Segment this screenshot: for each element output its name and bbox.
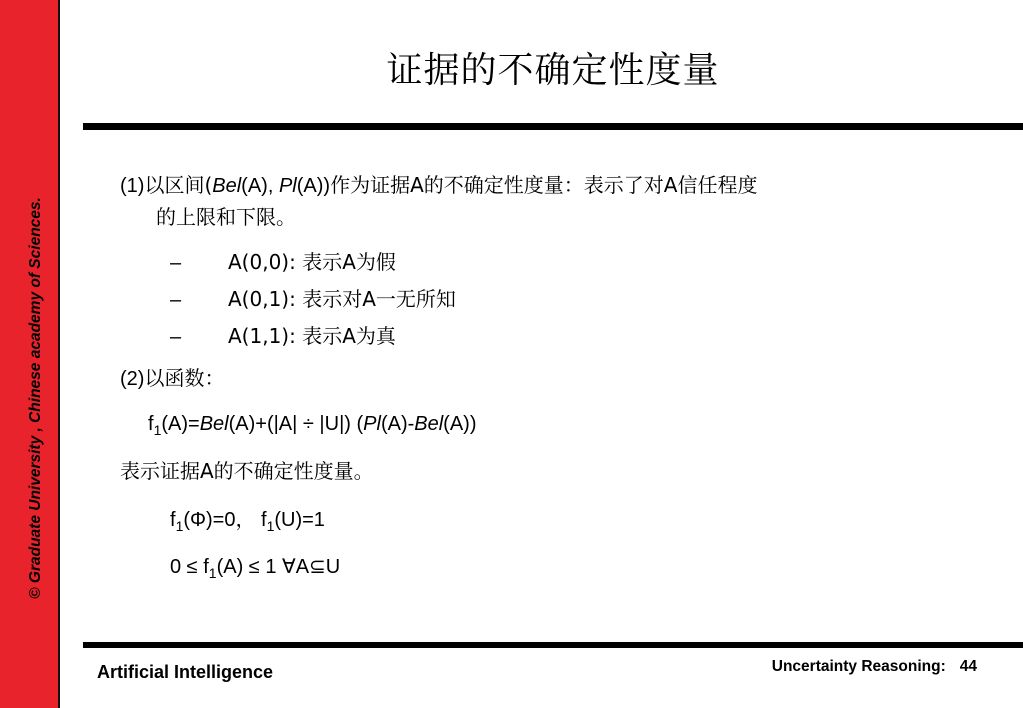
- formula-part: (A)): [443, 413, 477, 435]
- prop-part: (Φ)=0，: [183, 509, 261, 531]
- item2-line: [120, 368, 224, 389]
- footer-section-label: Uncertainty Reasoning:: [771, 658, 946, 675]
- copyright-text: © Graduate University , Chinese academy of Sciences.: [27, 197, 44, 599]
- formula-bel: Bel: [414, 413, 444, 435]
- bullet-dash: –: [170, 252, 182, 274]
- formula-pl: Pl: [363, 413, 381, 435]
- item1-a2: (A)): [296, 175, 331, 197]
- bullet-dash: –: [170, 326, 182, 348]
- page-number: 44: [959, 658, 977, 675]
- prop-sub: 1: [266, 518, 275, 534]
- prop-sub: 1: [208, 565, 217, 581]
- formula-sub: 1: [153, 422, 162, 438]
- formula-f: f: [148, 413, 154, 435]
- formula-part: (A)=: [161, 413, 200, 435]
- property-line-2: [170, 556, 341, 581]
- prop-part: 0 ≤ f: [170, 556, 209, 578]
- formula-bel: Bel: [199, 413, 229, 435]
- prop-sub: 1: [175, 518, 184, 534]
- prop-part: (U)=1: [274, 509, 325, 531]
- side-band: [0, 0, 60, 708]
- footer-divider: [83, 642, 1023, 648]
- item2-label: (2): [120, 368, 145, 390]
- measure-text: 表示证据A的不确定性度量。: [120, 459, 374, 483]
- prop-f: f: [170, 509, 176, 531]
- bullet-text: A(1,1): 表示A为真: [228, 324, 396, 348]
- bullet-text: A(0,0): 表示A为假: [228, 250, 396, 274]
- formula-part: (A)-: [380, 413, 415, 435]
- item1-label: (1): [120, 175, 145, 197]
- bullet-dash: –: [170, 289, 182, 311]
- item1-line1: [120, 175, 757, 196]
- footer-section: [772, 658, 977, 676]
- bullet-text: A(0,1): 表示对A一无所知: [228, 287, 456, 311]
- prop-f: f: [261, 509, 267, 531]
- formula-part: (A)+(|A| ÷ |U|) (: [228, 413, 364, 435]
- footer-course-title: Artificial Intelligence: [97, 662, 274, 682]
- item2-text: 以函数：: [144, 366, 225, 390]
- bullet-item: [170, 326, 396, 347]
- bullet-item: [170, 289, 456, 310]
- title-divider: [83, 123, 1023, 130]
- item1-rest: 作为证据A的不确定性度量：表示了对A信任程度: [330, 173, 758, 197]
- item1-line2: 的上限和下限。: [156, 205, 296, 229]
- prop-part: (A) ≤ 1 ∀A⊆U: [216, 556, 341, 578]
- item1-bel: Bel: [212, 175, 242, 197]
- property-line-1: [170, 509, 325, 534]
- item1-a1: (A),: [241, 175, 279, 197]
- item1-pl: Pl: [278, 175, 297, 197]
- slide-title: 证据的不确定性度量: [386, 50, 720, 91]
- item1-pre: 以区间(: [144, 173, 213, 197]
- formula-line: [148, 413, 477, 438]
- bullet-item: [170, 252, 396, 273]
